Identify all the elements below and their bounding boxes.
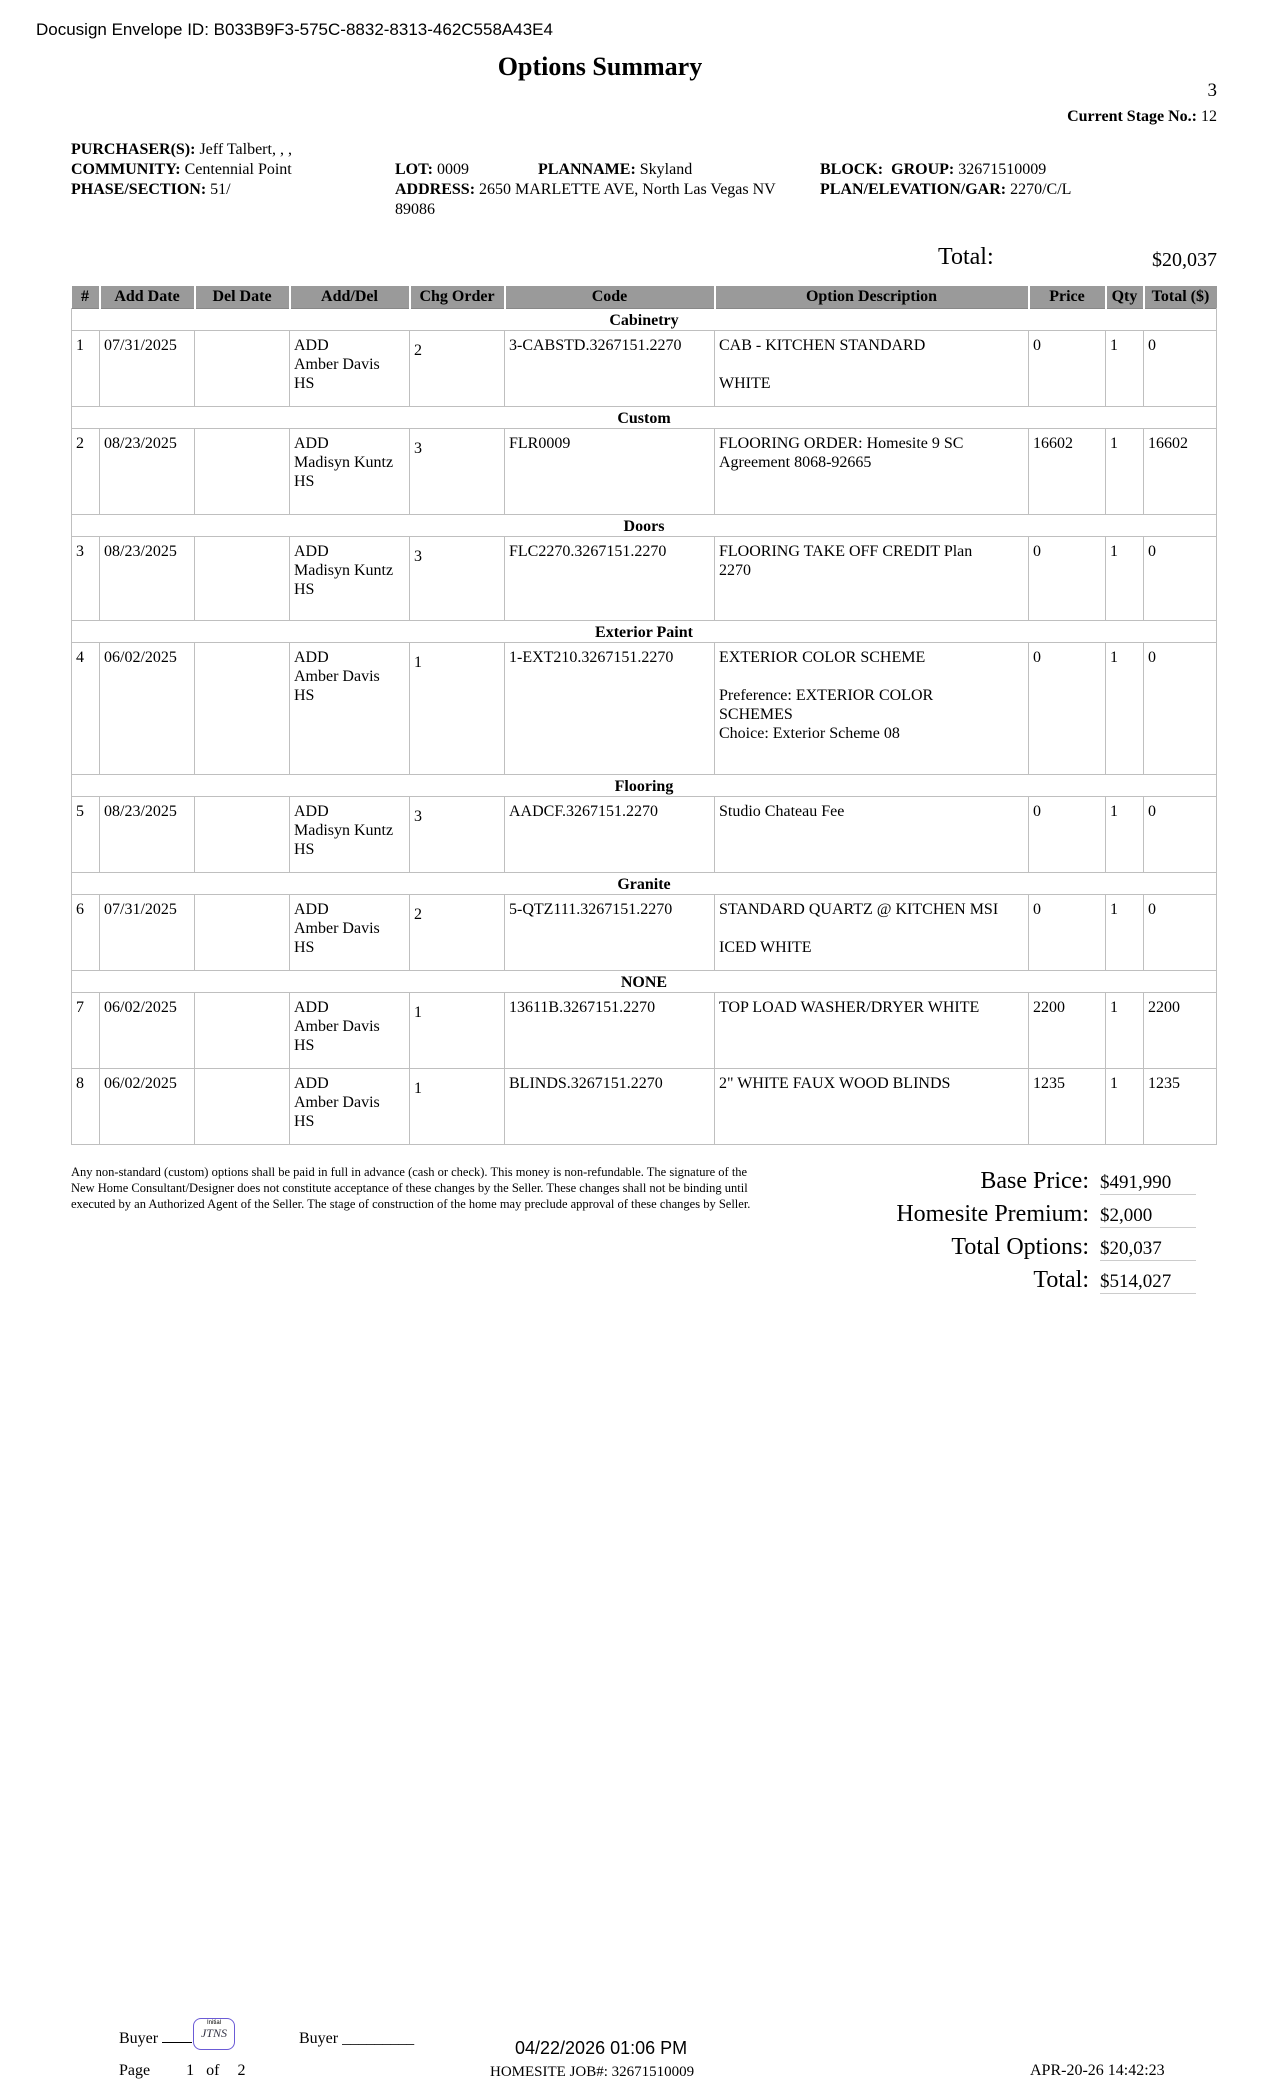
community-label: COMMUNITY:	[71, 161, 181, 178]
page-indicator	[119, 2062, 245, 2080]
del-date	[195, 797, 290, 873]
col-header-number: #	[72, 286, 100, 309]
chg-order: 1	[414, 654, 422, 671]
qty: 1	[1106, 993, 1144, 1069]
option-description: STANDARD QUARTZ @ KITCHEN MSI ICED WHITE	[715, 895, 1029, 971]
address-label: ADDRESS:	[395, 181, 476, 198]
add-del: ADD Amber Davis HS	[290, 895, 410, 971]
table-row	[72, 1069, 1217, 1145]
row-number: 4	[72, 643, 100, 775]
qty: 1	[1106, 797, 1144, 873]
col-header-total: Total ($)	[1144, 286, 1217, 309]
print-date: APR-20-26 14:42:23	[1030, 2062, 1165, 2079]
stage-label: Current Stage No.:	[1067, 108, 1197, 125]
qty: 1	[1106, 1069, 1144, 1145]
col-header-code: Code	[505, 286, 715, 309]
address-value: 2650 MARLETTE AVE, North Las Vegas NV 89086	[395, 181, 776, 218]
purchaser-value: Jeff Talbert, , ,	[199, 141, 292, 158]
category-row	[72, 407, 1217, 429]
planname-value: Skyland	[639, 161, 693, 178]
add-del: ADD Amber Davis HS	[290, 643, 410, 775]
category-row	[72, 971, 1217, 993]
price: 1235	[1029, 1069, 1106, 1145]
homesite-premium-value: $2,000	[1100, 1205, 1196, 1228]
row-number: 5	[72, 797, 100, 873]
total-options-value: $20,037	[1100, 1238, 1196, 1261]
option-code: 3-CABSTD.3267151.2270	[505, 331, 715, 407]
row-total: 0	[1144, 331, 1217, 407]
lot-value: 0009	[436, 161, 469, 178]
add-date: 07/31/2025	[100, 331, 195, 407]
page-title: Options Summary	[497, 52, 703, 81]
row-number: 7	[72, 993, 100, 1069]
price: 0	[1029, 331, 1106, 407]
option-description: CAB - KITCHEN STANDARD WHITE	[715, 331, 1029, 407]
option-code: BLINDS.3267151.2270	[505, 1069, 715, 1145]
category-label: Granite	[72, 873, 1217, 895]
category-label: Flooring	[72, 775, 1217, 797]
category-row	[72, 515, 1217, 537]
page-label: Page	[119, 2062, 151, 2079]
del-date	[195, 1069, 290, 1145]
category-row	[72, 775, 1217, 797]
base-price-label: Base Price:	[980, 1168, 1089, 1194]
row-total: 1235	[1144, 1069, 1217, 1145]
group-value: 32671510009	[958, 161, 1047, 178]
stage-value: 12	[1201, 108, 1217, 125]
price: 0	[1029, 537, 1106, 621]
row-number: 3	[72, 537, 100, 621]
chg-order: 3	[414, 808, 422, 825]
row-number: 6	[72, 895, 100, 971]
del-date	[195, 643, 290, 775]
docusign-timestamp: 04/22/2026 01:06 PM	[515, 2038, 688, 2058]
qty: 1	[1106, 895, 1144, 971]
qty: 1	[1106, 429, 1144, 515]
grand-total-value: $514,027	[1100, 1271, 1196, 1294]
buyer-initial-line	[119, 2030, 192, 2048]
chg-order: 3	[414, 548, 422, 565]
table-row	[72, 797, 1217, 873]
homesite-job: HOMESITE JOB#: 32671510009	[490, 2064, 695, 2080]
table-header-row	[72, 286, 1217, 309]
planname-label: PLANNAME:	[538, 161, 636, 178]
add-date: 08/23/2025	[100, 537, 195, 621]
col-header-chg-order: Chg Order	[410, 286, 505, 309]
buyer-label: Buyer	[119, 2030, 159, 2047]
block-group-info	[820, 160, 1071, 200]
add-del: ADD Madisyn Kuntz HS	[290, 797, 410, 873]
add-del: ADD Amber Davis HS	[290, 993, 410, 1069]
table-row	[72, 429, 1217, 515]
col-header-description: Option Description	[715, 286, 1029, 309]
row-total: 0	[1144, 797, 1217, 873]
row-number: 2	[72, 429, 100, 515]
plan-value: 2270/C/L	[1010, 181, 1072, 198]
chg-order: 1	[414, 1004, 422, 1021]
option-code: FLR0009	[505, 429, 715, 515]
page-total: 2	[237, 2062, 246, 2079]
qty: 1	[1106, 331, 1144, 407]
initials-signature: JTNS	[200, 2026, 227, 2040]
row-total: 0	[1144, 537, 1217, 621]
option-description: EXTERIOR COLOR SCHEME Preference: EXTERIOR COLOR SCHEMES Choice: Exterior Scheme 08	[715, 643, 1029, 775]
col-header-price: Price	[1029, 286, 1106, 309]
chg-order: 3	[414, 440, 422, 457]
table-row	[72, 895, 1217, 971]
homesite-premium-label: Homesite Premium:	[896, 1201, 1089, 1227]
del-date	[195, 331, 290, 407]
qty: 1	[1106, 643, 1144, 775]
category-label: NONE	[72, 971, 1217, 993]
row-total: 2200	[1144, 993, 1217, 1069]
disclaimer-note: Any non-standard (custom) options shall be paid in full in advance (cash or check). This money is non-refundable. The signature of the New Home Consultant/Designer does not constitute acceptance of these changes by the Seller. These changes shall not be binding until executed by an Authorized Agent of the Seller. The stage of construction of the home may preclude approval of these changes by Seller.	[71, 1165, 751, 1211]
option-description: FLOORING ORDER: Homesite 9 SC Agreement 8068-92665	[715, 429, 1029, 515]
col-header-add-date: Add Date	[100, 286, 195, 309]
option-description: Studio Chateau Fee	[715, 797, 1029, 873]
del-date	[195, 993, 290, 1069]
col-header-del-date: Del Date	[195, 286, 290, 309]
qty: 1	[1106, 537, 1144, 621]
add-date: 06/02/2025	[100, 1069, 195, 1145]
total-options-label: Total Options:	[951, 1234, 1089, 1260]
page-of: of	[206, 2062, 220, 2079]
plan-label: PLAN/ELEVATION/GAR:	[820, 181, 1007, 198]
add-date: 08/23/2025	[100, 797, 195, 873]
option-description: TOP LOAD WASHER/DRYER WHITE	[715, 993, 1029, 1069]
price: 0	[1029, 643, 1106, 775]
del-date	[195, 429, 290, 515]
category-row	[72, 621, 1217, 643]
current-stage	[1067, 108, 1217, 126]
options-table	[71, 286, 1217, 1145]
category-row	[72, 309, 1217, 331]
table-row	[72, 537, 1217, 621]
option-code: FLC2270.3267151.2270	[505, 537, 715, 621]
add-date: 07/31/2025	[100, 895, 195, 971]
add-del: ADD Madisyn Kuntz HS	[290, 537, 410, 621]
col-header-qty: Qty	[1106, 286, 1144, 309]
option-code: 13611B.3267151.2270	[505, 993, 715, 1069]
category-row	[72, 873, 1217, 895]
category-label: Cabinetry	[72, 309, 1217, 331]
envelope-id: Docusign Envelope ID: B033B9F3-575C-8832-8313-462C558A43E4	[36, 20, 553, 39]
add-del: ADD Amber Davis HS	[290, 1069, 410, 1145]
table-row	[72, 331, 1217, 407]
chg-order: 2	[414, 906, 422, 923]
page-current: 1	[186, 2062, 195, 2079]
block-label: BLOCK:	[820, 161, 884, 178]
planname-info	[538, 160, 692, 180]
del-date	[195, 895, 290, 971]
add-date: 08/23/2025	[100, 429, 195, 515]
purchaser-info	[71, 140, 292, 200]
option-code: 1-EXT210.3267151.2270	[505, 643, 715, 775]
price: 2200	[1029, 993, 1106, 1069]
options-total-value: $20,037	[1152, 249, 1217, 271]
del-date	[195, 537, 290, 621]
category-label: Exterior Paint	[72, 621, 1217, 643]
row-total: 0	[1144, 895, 1217, 971]
chg-order: 2	[414, 342, 422, 359]
price: 0	[1029, 797, 1106, 873]
buyer-2-initial-line: Buyer _________	[299, 2030, 415, 2047]
add-date: 06/02/2025	[100, 993, 195, 1069]
grand-total-label: Total:	[1033, 1267, 1089, 1293]
option-code: 5-QTZ111.3267151.2270	[505, 895, 715, 971]
row-total: 16602	[1144, 429, 1217, 515]
base-price-value: $491,990	[1100, 1172, 1196, 1195]
page-marker: 3	[1207, 80, 1217, 101]
group-label: GROUP:	[891, 161, 955, 178]
options-total-label: Total:	[938, 244, 994, 270]
row-number: 1	[72, 331, 100, 407]
price: 16602	[1029, 429, 1106, 515]
option-description: 2" WHITE FAUX WOOD BLINDS	[715, 1069, 1029, 1145]
option-code: AADCF.3267151.2270	[505, 797, 715, 873]
lot-info	[395, 160, 469, 180]
category-label: Doors	[72, 515, 1217, 537]
row-number: 8	[72, 1069, 100, 1145]
col-header-add-del: Add/Del	[290, 286, 410, 309]
initial-caption: Initial	[206, 2020, 221, 2026]
table-row	[72, 993, 1217, 1069]
add-date: 06/02/2025	[100, 643, 195, 775]
category-label: Custom	[72, 407, 1217, 429]
phase-label: PHASE/SECTION:	[71, 181, 207, 198]
address-info	[395, 180, 815, 220]
option-description: FLOORING TAKE OFF CREDIT Plan 2270	[715, 537, 1029, 621]
purchaser-label: PURCHASER(S):	[71, 141, 196, 158]
chg-order: 1	[414, 1080, 422, 1097]
phase-value: 51/	[210, 181, 231, 198]
initial-signature-box[interactable]	[193, 2018, 235, 2050]
community-value: Centennial Point	[184, 161, 292, 178]
table-row	[72, 643, 1217, 775]
price: 0	[1029, 895, 1106, 971]
row-total: 0	[1144, 643, 1217, 775]
add-del: ADD Amber Davis HS	[290, 331, 410, 407]
add-del: ADD Madisyn Kuntz HS	[290, 429, 410, 515]
lot-label: LOT:	[395, 161, 433, 178]
